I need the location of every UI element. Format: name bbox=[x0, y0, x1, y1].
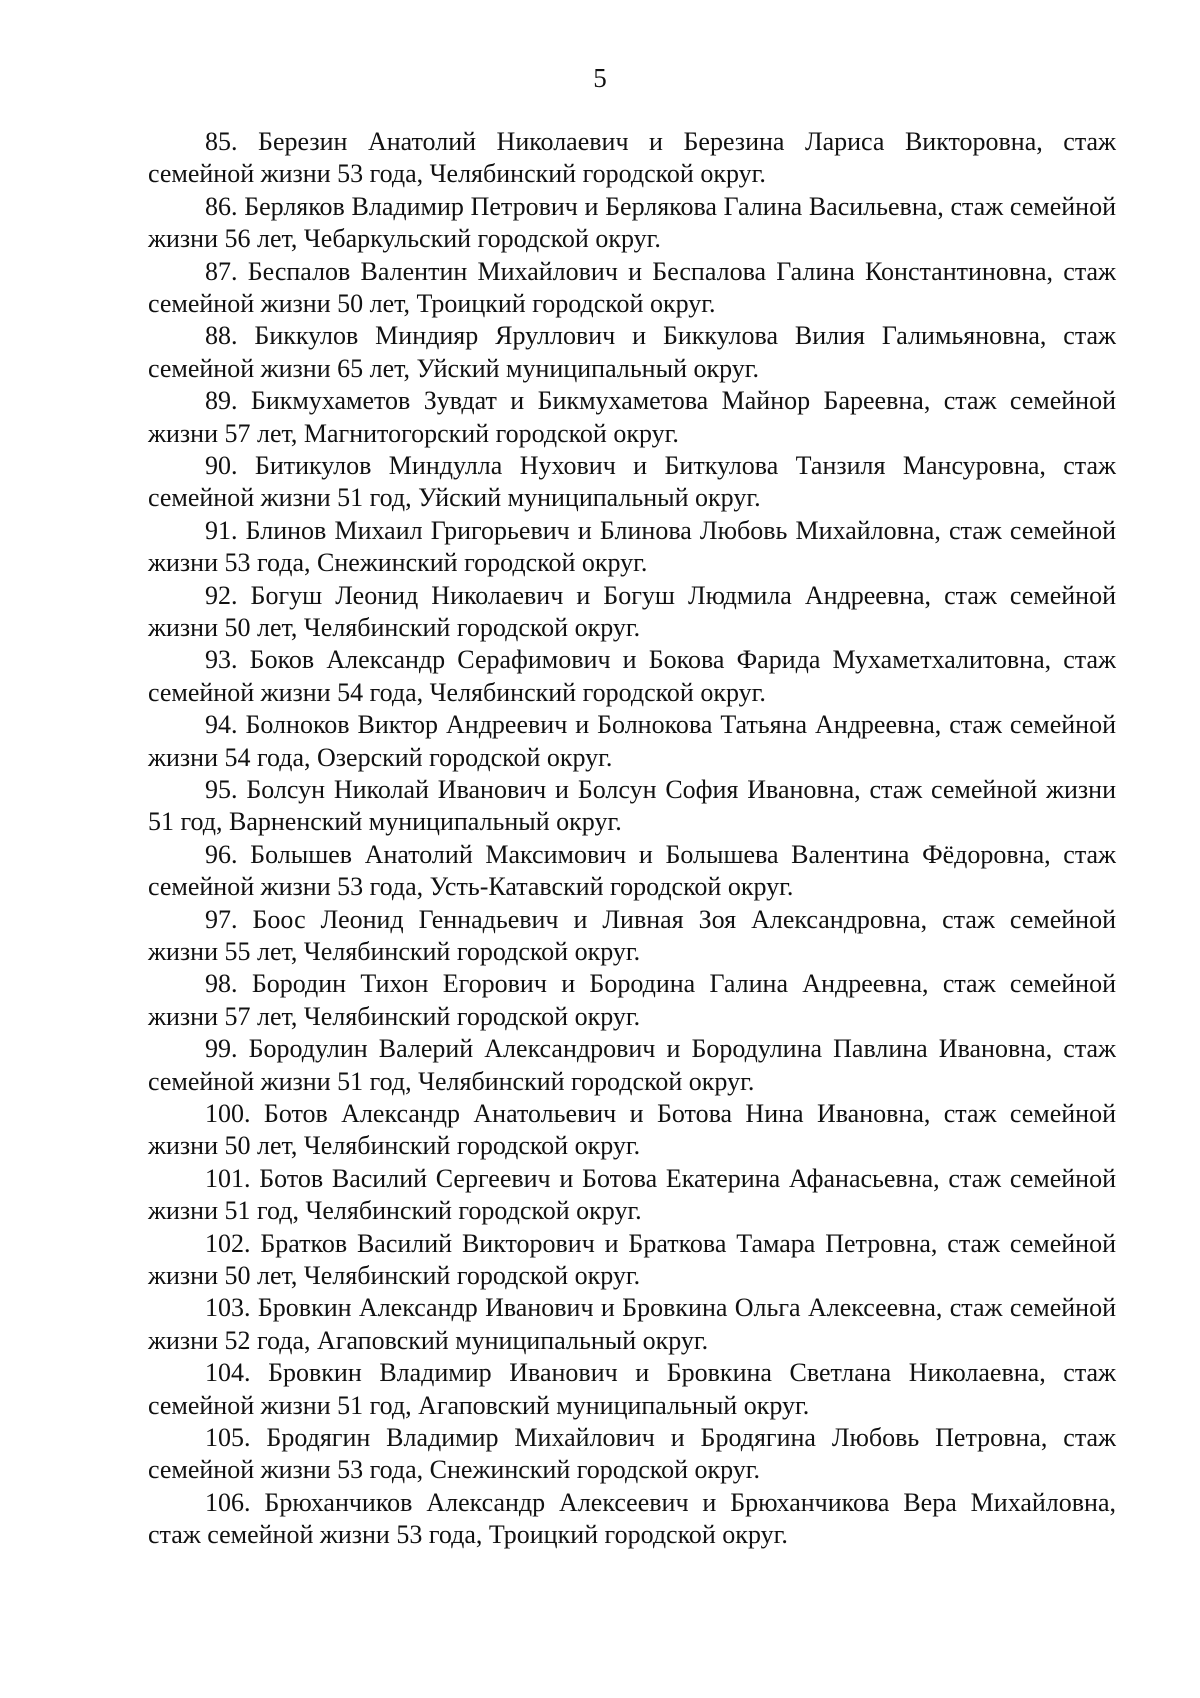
entry-number: 90. bbox=[205, 450, 238, 480]
list-item bbox=[148, 968, 1116, 1033]
entry-text: Битикулов Миндулла Нухович и Биткулова Танзиля Мансуровна, стаж семейной жизни 51 год, Уйский муниципальный округ. bbox=[148, 450, 1116, 513]
entry-number: 96. bbox=[205, 839, 238, 869]
entry-number: 105. bbox=[205, 1422, 251, 1452]
list-item bbox=[148, 1357, 1116, 1422]
entry-number: 85. bbox=[205, 127, 238, 156]
entry-text: Бикмухаметов Зувдат и Бикмухаметова Майнор Бареевна, стаж семейной жизни 57 лет, Магнитогорский городской округ. bbox=[148, 386, 1116, 448]
entry-number: 91. bbox=[205, 515, 238, 545]
entry-number: 94. bbox=[205, 710, 238, 740]
list-item bbox=[148, 320, 1116, 385]
entry-text: Болноков Виктор Андреевич и Болнокова Татьяна Андреевна, стаж семейной жизни 54 года, Озерский городской округ. bbox=[148, 710, 1117, 772]
entry-number: 99. bbox=[205, 1034, 238, 1064]
entry-text: Биккулов Миндияр Яруллович и Биккулова Вилия Галимьяновна, стаж семейной жизни 65 лет, Уйский муниципальный округ. bbox=[148, 321, 1117, 383]
entry-text: Ботов Александр Анатольевич и Ботова Нина Ивановна, стаж семейной жизни 50 лет, Челябинский городской округ. bbox=[148, 1098, 1117, 1161]
entry-number: 93. bbox=[205, 645, 238, 675]
entry-number: 100. bbox=[205, 1098, 251, 1128]
entry-number: 101. bbox=[205, 1163, 251, 1193]
entry-number: 97. bbox=[205, 904, 238, 934]
entry-text: Братков Василий Викторович и Браткова Тамара Петровна, стаж семейной жизни 50 лет, Челябинский городской округ. bbox=[148, 1228, 1116, 1290]
list-item bbox=[148, 644, 1116, 709]
list-item bbox=[148, 191, 1116, 256]
entry-number: 106. bbox=[205, 1487, 251, 1517]
entry-number: 89. bbox=[205, 386, 238, 416]
list-item bbox=[148, 904, 1116, 969]
entry-text: Бородулин Валерий Александрович и Бородулина Павлина Ивановна, стаж семейной жизни 51 год, Челябинский городской округ. bbox=[148, 1034, 1117, 1096]
entry-text: Блинов Михаил Григорьевич и Блинова Любовь Михайловна, стаж семейной жизни 53 года, Снежинский городской округ. bbox=[148, 515, 1116, 578]
entry-list bbox=[148, 126, 1116, 1552]
entry-number: 104. bbox=[205, 1358, 251, 1388]
entry-text: Беспалов Валентин Михайлович и Беспалова Галина Константиновна, стаж семейной жизни 50 лет, Троицкий городской округ. bbox=[148, 256, 1117, 318]
entry-text: Ботов Василий Сергеевич и Ботова Екатерина Афанасьевна, стаж семейной жизни 51 год, Челябинский городской округ. bbox=[148, 1163, 1117, 1226]
entry-text: Бровкин Владимир Иванович и Бровкина Светлана Николаевна, стаж семейной жизни 51 год, Агаповский муниципальный округ. bbox=[148, 1358, 1116, 1420]
entry-text: Богуш Леонид Николаевич и Богуш Людмила Андреевна, стаж семейной жизни 50 лет, Челябинский городской округ. bbox=[148, 580, 1117, 642]
entry-number: 102. bbox=[205, 1228, 251, 1258]
entry-number: 95. bbox=[205, 774, 238, 804]
list-item bbox=[148, 774, 1116, 839]
list-item bbox=[148, 515, 1116, 580]
entry-text: Брюханчиков Александр Алексеевич и Брюханчикова Вера Михайловна, стаж семейной жизни 53 года, Троицкий городской округ. bbox=[148, 1487, 1117, 1550]
list-item bbox=[148, 1163, 1116, 1228]
entry-text: Бровкин Александр Иванович и Бровкина Ольга Алексеевна, стаж семейной жизни 52 года, Агаповский муниципальный округ. bbox=[148, 1293, 1116, 1355]
list-item bbox=[148, 1098, 1116, 1163]
list-item bbox=[148, 1228, 1116, 1293]
entry-text: Болсун Николай Иванович и Болсун София Ивановна, стаж семейной жизни 51 год, Варненский муниципальный округ. bbox=[148, 774, 1116, 837]
entry-number: 88. bbox=[205, 321, 238, 351]
entry-text: Боков Александр Серафимович и Бокова Фарида Мухаметхалитовна, стаж семейной жизни 54 года, Челябинский городской округ. bbox=[148, 645, 1116, 707]
entry-text: Бородин Тихон Егорович и Бородина Галина Андреевна, стаж семейной жизни 57 лет, Челябинский городской округ. bbox=[148, 969, 1117, 1031]
entry-number: 98. bbox=[205, 969, 238, 999]
entry-number: 86. bbox=[205, 191, 238, 221]
entry-text: Боос Леонид Геннадьевич и Ливная Зоя Александровна, стаж семейной жизни 55 лет, Челябинский городской округ. bbox=[148, 904, 1116, 966]
list-item bbox=[148, 450, 1116, 515]
entry-text: Березин Анатолий Николаевич и Березина Лариса Викторовна, стаж семейной жизни 53 года, Челябинский городской округ. bbox=[148, 127, 1117, 189]
entry-text: Берляков Владимир Петрович и Берлякова Галина Васильевна, стаж семейной жизни 56 лет, Чебаркульский городской округ. bbox=[148, 191, 1117, 254]
list-item bbox=[148, 1422, 1116, 1487]
list-item bbox=[148, 385, 1116, 450]
list-item bbox=[148, 1292, 1116, 1357]
list-item bbox=[148, 1487, 1116, 1552]
list-item bbox=[148, 256, 1116, 321]
page-number: 5 bbox=[593, 63, 607, 93]
list-item bbox=[148, 580, 1116, 645]
list-item bbox=[148, 839, 1116, 904]
list-item bbox=[148, 709, 1116, 774]
entry-number: 103. bbox=[205, 1293, 251, 1323]
list-item bbox=[148, 1033, 1116, 1098]
entry-number: 87. bbox=[205, 256, 238, 286]
list-item bbox=[148, 126, 1116, 191]
entry-text: Бродягин Владимир Михайлович и Бродягина Любовь Петровна, стаж семейной жизни 53 года, Снежинский городской округ. bbox=[148, 1422, 1117, 1485]
entry-number: 92. bbox=[205, 580, 238, 610]
entry-text: Болышев Анатолий Максимович и Болышева Валентина Фёдоровна, стаж семейной жизни 53 года, Усть-Катавский городской округ. bbox=[148, 839, 1117, 902]
